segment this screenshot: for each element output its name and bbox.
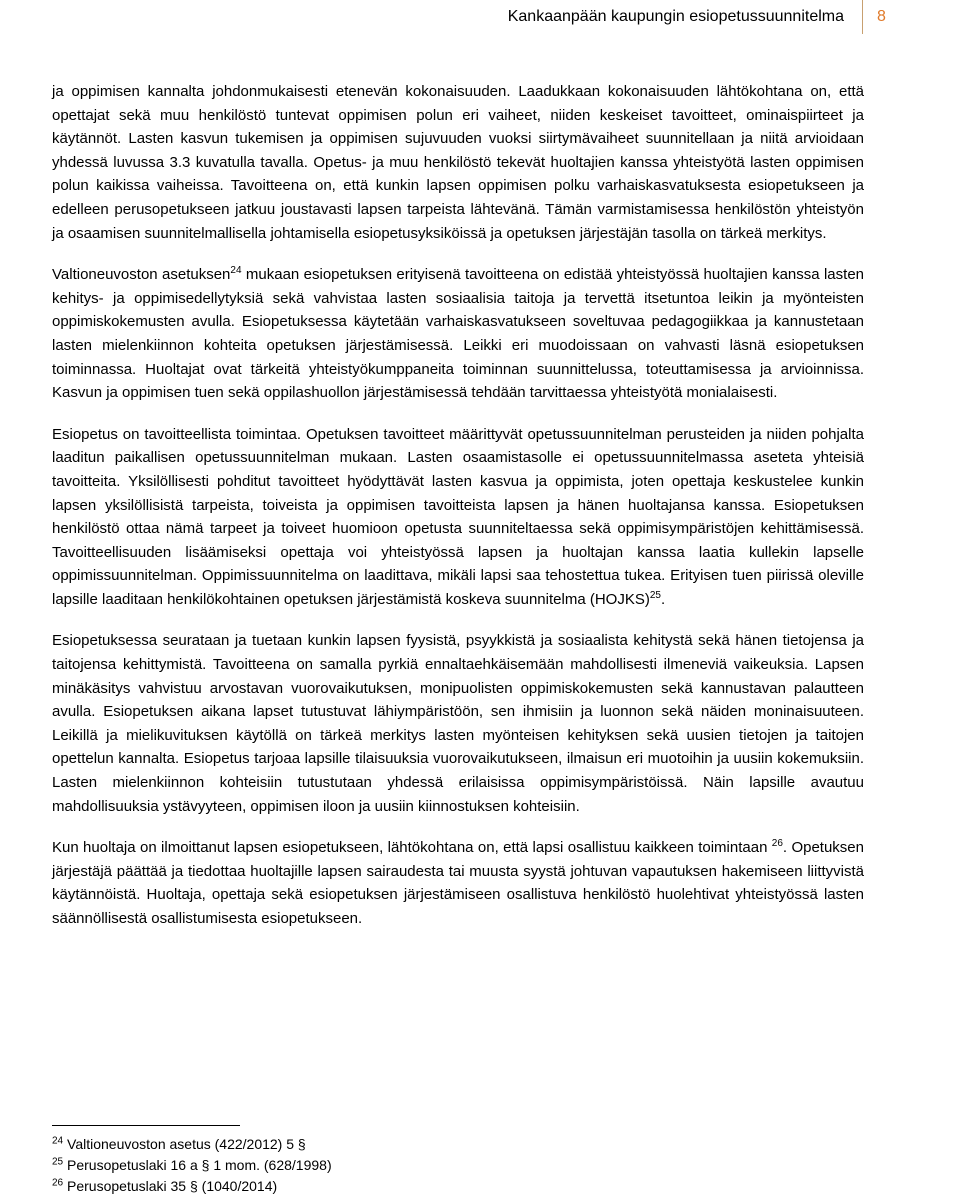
paragraph-1: ja oppimisen kannalta johdonmukaisesti etenevän kokonaisuuden. Laadukkaan kokonaisuuden lähtökohtana on, että opettajat sekä muu henkilöstö tuntevat oppimisen polun eri vaiheet, niiden keskeiset tavoitteet, ominaispiirteet ja käytännöt. Lasten kasvun tukemisen ja oppimisen sujuvuuden vuoksi siirtymävaiheet suunnitellaan ja niitä arvioidaan yhdessä luvussa 3.3 kuvatulla tavalla. Opetus- ja muu henkilöstö tekevät huoltajien kanssa yhteistyötä lasten oppimisen polun kaikissa vaiheissa. Tavoitteena on, että kunkin lapsen oppimisen polku varhaiskasvatuksesta esiopetukseen ja edelleen perusopetukseen jatkuu joustavasti lapsen tarpeista lähtevänä. Tämän varmistamisessa henkilöstön yhteistyön ja osaamisen suunnitelmallisella johtamisella esiopetusyksiköissä ja opetuksen järjestäjän tasolla on tärkeä merkitys.: [52, 83, 864, 242]
body-text: [52, 80, 864, 949]
footnote-text: Valtioneuvoston asetus (422/2012) 5 §: [67, 1136, 306, 1152]
paragraph-2: Valtioneuvoston asetuksen$^{24}$ mukaan esiopetuksen erityisenä tavoitteena on edistää yhteistyössä huoltajien kanssa lasten kehitys- ja oppimisedellytyksiä sekä vahvistaa lasten sosiaalisia taitoja ja tervettä itsetuntoa leikin ja myönteisten oppimiskokemusten avulla. Esiopetuksessa käytetään varhaiskasvatukseen soveltuvaa pedagogiikkaa ja kannustetaan lasten mielenkiinnon kohteita opetuksen järjestämisessä. Leikki eri muodoissaan on vahvasti läsnä esiopetuksen toiminnassa. Huoltajat ovat tärkeitä yhteistyökumppaneita toiminnan suunnittelussa, toteuttamisessa ja arvioinnissa. Kasvun ja oppimisen tuen sekä oppilashuollon järjestämisessä tehdään tarvittaessa yhteistyötä monialaisesti.: [52, 265, 865, 402]
footnote-ref-26[interactable]: 26: [771, 838, 783, 850]
footnote-number: 26: [52, 1177, 64, 1189]
paragraph-5: Kun huoltaja on ilmoittanut lapsen esiopetukseen, lähtökohtana on, että lapsi osallistuu kaikkeen toimintaan $^{26}$. Opetuksen järjestäjä päättää ja tiedottaa huoltajille lapsen sairaudesta tai muusta syystä johtuvan vapautuksen hakemiseen liittyvistä käytännöistä. Huoltaja, opettaja sekä esiopetuksen järjestämiseen osallistuva henkilöstö huolehtivat yhteistyössä lasten säännöllisestä osallistumisesta esiopetukseen.: [52, 838, 864, 927]
footnote-separator: [52, 1125, 240, 1126]
footnote-text: Perusopetuslaki 35 § (1040/2014): [67, 1178, 278, 1194]
header-divider: [862, 0, 863, 34]
footnote-ref-24[interactable]: 24: [230, 265, 242, 277]
footnote-ref-25[interactable]: 25: [649, 589, 661, 601]
footnote-24: [52, 1134, 864, 1155]
page-number: 8: [877, 8, 886, 25]
footnote-26: [52, 1176, 864, 1197]
paragraph-4: Esiopetuksessa seurataan ja tuetaan kunkin lapsen fyysistä, psyykkistä ja sosiaalista kehitystä sekä hänen tietojensa ja taitojensa kehittymistä. Tavoitteena on samalla pyrkiä ennaltaehkäisemään mahdollisesti ilmeneviä vaikeuksia. Lapsen minäkäsitys vahvistuu arvostavan vuorovaikutuksen, monipuolisten oppimiskokemusten sekä kannustavan palautteen avulla. Esiopetuksen aikana lapset tutustuvat lähiympäristöön, sen ihmisiin ja luonnon sekä näiden moninaisuuteen. Leikillä ja mielikuvituksen käytöllä on tärkeä merkitys lasten myönteisen kehityksen sekä uusien tietojen ja taitojen opettelun kannalta. Esiopetus tarjoaa lapsille tilaisuuksia vuorovaikutukseen, ilmaisun eri muotoihin ja uusiin kokemuksiin. Lasten mielenkiinnon kohteisiin tutustutaan yhdessä erilaisissa oppimisympäristöissä. Näin lapsille avautuu mahdollisuuksia ystävyyteen, oppimisen iloon ja uusiin kiinnostuksen kohteisiin.: [52, 632, 864, 815]
footnote-text: Perusopetuslaki 16 a § 1 mom. (628/1998): [67, 1157, 332, 1173]
footnote-number: 25: [52, 1156, 64, 1168]
paragraph-3: Esiopetus on tavoitteellista toimintaa. Opetuksen tavoitteet määrittyvät opetussuunnitelman perusteiden ja niiden pohjalta laaditun paikallisen opetussuunnitelman mukaan. Lasten osaamistasolle ei opetussuunnitelmassa aseteta yhteisiä tavoitteita. Yksilöllisesti pohditut tavoitteet hyödyttävät lasten kasvua ja oppimista, joten opettaja keskustelee kunkin lapsen yksilöllisistä tarpeista, toiveista ja oppimisen tavoitteista lapsen ja hänen huoltajansa kanssa. Esiopetuksen henkilöstö ottaa nämä tarpeet ja toiveet huomioon opetusta suunniteltaessa sekä oppimisympäristöjen kehittämisessä. Tavoitteellisuuden lisäämiseksi opettaja voi yhteistyössä lapsen ja huoltajan kanssa laatia kullekin lapselle oppimissuunnitelman. Oppimissuunnitelma on laadittava, mikäli lapsi saa tehostettua tukea. Erityisen tuen piirissä oleville lapsille laaditaan henkilökohtainen opetuksen järjestämistä koskeva suunnitelma (HOJKS)$^{25}$.: [52, 425, 864, 608]
footnote-25: [52, 1155, 864, 1176]
page-header: [0, 6, 960, 32]
document-title: Kankaanpään kaupungin esiopetussuunnitelma: [507, 8, 844, 25]
footnotes: [52, 1134, 864, 1197]
footnote-number: 24: [52, 1135, 64, 1147]
